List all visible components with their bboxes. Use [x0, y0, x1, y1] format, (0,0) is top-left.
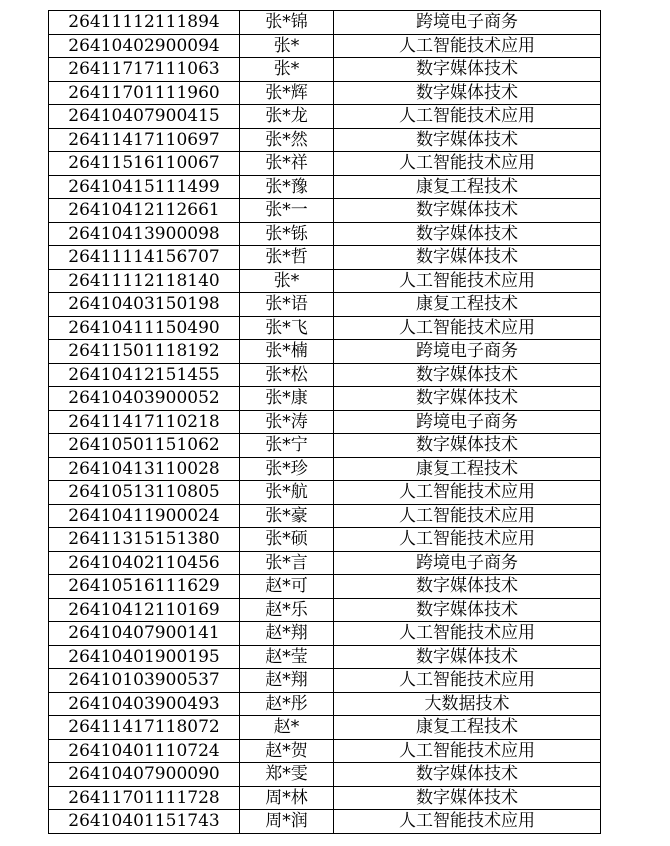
- major-cell: 人工智能技术应用: [334, 152, 601, 176]
- student-id-cell: 26410411900024: [49, 504, 240, 528]
- student-name-cell: 张*铄: [240, 222, 334, 246]
- student-id-cell: 26410103900537: [49, 669, 240, 693]
- student-name-cell: 张*祥: [240, 152, 334, 176]
- student-name-cell: 赵*: [240, 716, 334, 740]
- student-id-cell: 26410413110028: [49, 457, 240, 481]
- table-row: [49, 575, 601, 599]
- major-cell: 数字媒体技术: [334, 246, 601, 270]
- student-name-cell: 张*哲: [240, 246, 334, 270]
- major-cell: 数字媒体技术: [334, 363, 601, 387]
- student-id-cell: 26410407900090: [49, 763, 240, 787]
- table-row: [49, 363, 601, 387]
- student-name-cell: 张*豪: [240, 504, 334, 528]
- table-row: [49, 199, 601, 223]
- major-cell: 康复工程技术: [334, 716, 601, 740]
- major-cell: 数字媒体技术: [334, 128, 601, 152]
- student-id-cell: 26411717111063: [49, 58, 240, 82]
- student-id-cell: 26410401110724: [49, 739, 240, 763]
- table-row: [49, 11, 601, 35]
- student-name-cell: 张*锦: [240, 11, 334, 35]
- table-row: [49, 246, 601, 270]
- roster-table: [48, 10, 601, 834]
- student-id-cell: 26410412151455: [49, 363, 240, 387]
- table-row: [49, 645, 601, 669]
- table-row: [49, 528, 601, 552]
- student-id-cell: 26410402900094: [49, 34, 240, 58]
- table-row: [49, 669, 601, 693]
- student-name-cell: 张*楠: [240, 340, 334, 364]
- student-id-cell: 26410412112661: [49, 199, 240, 223]
- major-cell: 跨境电子商务: [334, 340, 601, 364]
- student-name-cell: 张*航: [240, 481, 334, 505]
- student-id-cell: 26410516111629: [49, 575, 240, 599]
- table-row: [49, 340, 601, 364]
- student-id-cell: 26411417118072: [49, 716, 240, 740]
- student-name-cell: 张*松: [240, 363, 334, 387]
- table-row: [49, 739, 601, 763]
- major-cell: 数字媒体技术: [334, 58, 601, 82]
- student-id-cell: 26411701111960: [49, 81, 240, 105]
- student-name-cell: 张*语: [240, 293, 334, 317]
- table-row: [49, 622, 601, 646]
- major-cell: 数字媒体技术: [334, 598, 601, 622]
- student-id-cell: 26411112118140: [49, 269, 240, 293]
- student-name-cell: 张*宁: [240, 434, 334, 458]
- major-cell: 康复工程技术: [334, 457, 601, 481]
- table-row: [49, 763, 601, 787]
- student-id-cell: 26411417110697: [49, 128, 240, 152]
- student-name-cell: 张*一: [240, 199, 334, 223]
- student-id-cell: 26410403900493: [49, 692, 240, 716]
- student-id-cell: 26410501151062: [49, 434, 240, 458]
- student-name-cell: 张*豫: [240, 175, 334, 199]
- table-row: [49, 128, 601, 152]
- table-row: [49, 434, 601, 458]
- major-cell: 跨境电子商务: [334, 410, 601, 434]
- table-row: [49, 692, 601, 716]
- student-name-cell: 张*飞: [240, 316, 334, 340]
- table-row: [49, 504, 601, 528]
- student-name-cell: 张*辉: [240, 81, 334, 105]
- student-id-cell: 26411417110218: [49, 410, 240, 434]
- student-name-cell: 张*珍: [240, 457, 334, 481]
- student-id-cell: 26411516110067: [49, 152, 240, 176]
- table-row: [49, 457, 601, 481]
- student-id-cell: 26410401151743: [49, 810, 240, 834]
- major-cell: 康复工程技术: [334, 175, 601, 199]
- major-cell: 人工智能技术应用: [334, 269, 601, 293]
- major-cell: 数字媒体技术: [334, 434, 601, 458]
- table-row: [49, 481, 601, 505]
- table-row: [49, 316, 601, 340]
- major-cell: 数字媒体技术: [334, 81, 601, 105]
- student-id-cell: 26411114156707: [49, 246, 240, 270]
- student-name-cell: 张*硕: [240, 528, 334, 552]
- student-id-cell: 26411315151380: [49, 528, 240, 552]
- table-row: [49, 269, 601, 293]
- student-name-cell: 赵*乐: [240, 598, 334, 622]
- major-cell: 人工智能技术应用: [334, 669, 601, 693]
- student-name-cell: 张*: [240, 269, 334, 293]
- major-cell: 康复工程技术: [334, 293, 601, 317]
- table-row: [49, 34, 601, 58]
- student-name-cell: 张*然: [240, 128, 334, 152]
- major-cell: 人工智能技术应用: [334, 504, 601, 528]
- student-name-cell: 张*: [240, 58, 334, 82]
- student-id-cell: 26411701111728: [49, 786, 240, 810]
- major-cell: 人工智能技术应用: [334, 810, 601, 834]
- table-row: [49, 175, 601, 199]
- student-name-cell: 郑*雯: [240, 763, 334, 787]
- major-cell: 跨境电子商务: [334, 11, 601, 35]
- major-cell: 人工智能技术应用: [334, 528, 601, 552]
- student-id-cell: 26410513110805: [49, 481, 240, 505]
- table-row: [49, 410, 601, 434]
- student-name-cell: 赵*贺: [240, 739, 334, 763]
- student-name-cell: 赵*翔: [240, 669, 334, 693]
- table-row: [49, 152, 601, 176]
- roster-body: [49, 11, 601, 834]
- student-id-cell: 26410412110169: [49, 598, 240, 622]
- major-cell: 人工智能技术应用: [334, 34, 601, 58]
- table-row: [49, 293, 601, 317]
- student-id-cell: 26410411150490: [49, 316, 240, 340]
- major-cell: 人工智能技术应用: [334, 481, 601, 505]
- student-name-cell: 张*涛: [240, 410, 334, 434]
- major-cell: 数字媒体技术: [334, 575, 601, 599]
- table-row: [49, 58, 601, 82]
- student-name-cell: 张*康: [240, 387, 334, 411]
- student-id-cell: 26410402110456: [49, 551, 240, 575]
- student-name-cell: 张*龙: [240, 105, 334, 129]
- table-row: [49, 81, 601, 105]
- table-row: [49, 387, 601, 411]
- student-name-cell: 赵*莹: [240, 645, 334, 669]
- major-cell: 人工智能技术应用: [334, 316, 601, 340]
- major-cell: 数字媒体技术: [334, 786, 601, 810]
- student-name-cell: 周*林: [240, 786, 334, 810]
- table-row: [49, 598, 601, 622]
- major-cell: 人工智能技术应用: [334, 105, 601, 129]
- table-row: [49, 810, 601, 834]
- major-cell: 大数据技术: [334, 692, 601, 716]
- student-id-cell: 26410403150198: [49, 293, 240, 317]
- table-row: [49, 786, 601, 810]
- student-id-cell: 26411112111894: [49, 11, 240, 35]
- student-name-cell: 张*言: [240, 551, 334, 575]
- major-cell: 跨境电子商务: [334, 551, 601, 575]
- student-name-cell: 周*润: [240, 810, 334, 834]
- student-id-cell: 26410413900098: [49, 222, 240, 246]
- student-name-cell: 张*: [240, 34, 334, 58]
- major-cell: 数字媒体技术: [334, 645, 601, 669]
- major-cell: 人工智能技术应用: [334, 622, 601, 646]
- table-row: [49, 551, 601, 575]
- student-name-cell: 赵*可: [240, 575, 334, 599]
- student-id-cell: 26411501118192: [49, 340, 240, 364]
- major-cell: 数字媒体技术: [334, 387, 601, 411]
- student-name-cell: 赵*彤: [240, 692, 334, 716]
- student-id-cell: 26410407900141: [49, 622, 240, 646]
- student-id-cell: 26410415111499: [49, 175, 240, 199]
- table-row: [49, 105, 601, 129]
- student-id-cell: 26410401900195: [49, 645, 240, 669]
- table-row: [49, 222, 601, 246]
- student-id-cell: 26410407900415: [49, 105, 240, 129]
- major-cell: 人工智能技术应用: [334, 739, 601, 763]
- major-cell: 数字媒体技术: [334, 199, 601, 223]
- major-cell: 数字媒体技术: [334, 222, 601, 246]
- table-row: [49, 716, 601, 740]
- student-name-cell: 赵*翔: [240, 622, 334, 646]
- student-id-cell: 26410403900052: [49, 387, 240, 411]
- major-cell: 数字媒体技术: [334, 763, 601, 787]
